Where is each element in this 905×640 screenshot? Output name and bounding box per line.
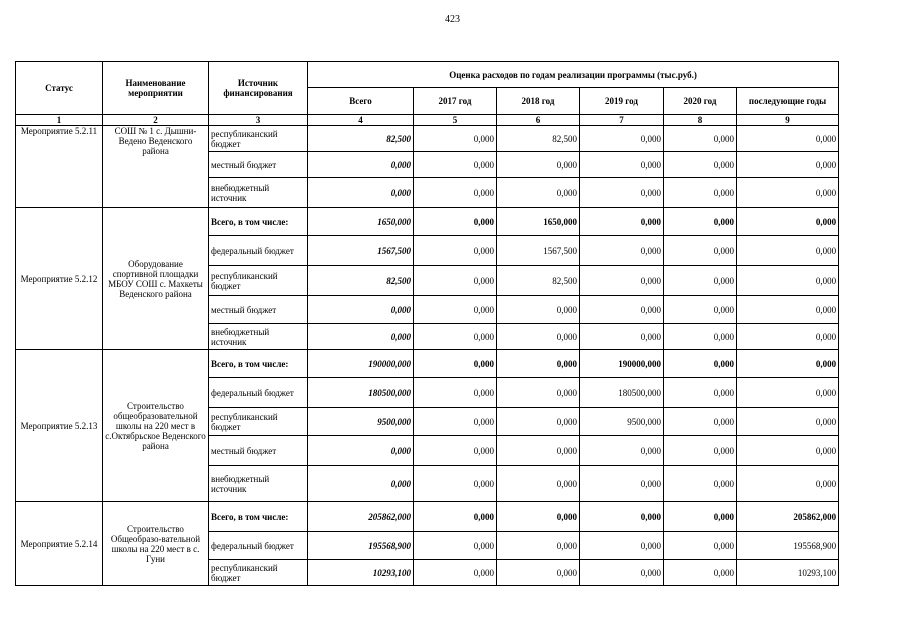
year-value: 0,000 [414, 236, 497, 266]
year-value: 0,000 [580, 466, 664, 502]
year-value: 0,000 [737, 178, 839, 208]
total-value: 9500,000 [308, 408, 414, 436]
year-value: 0,000 [414, 126, 497, 152]
column-number: 6 [497, 115, 580, 126]
total-value: 0,000 [308, 296, 414, 324]
total-value: 82,500 [308, 266, 414, 296]
year-value: 0,000 [664, 152, 737, 178]
funding-source: местный бюджет [209, 436, 308, 466]
funding-source: Всего, в том числе: [209, 350, 308, 378]
year-value: 0,000 [414, 296, 497, 324]
year-value: 0,000 [497, 296, 580, 324]
year-value: 82,500 [497, 126, 580, 152]
year-value: 0,000 [737, 408, 839, 436]
year-value: 0,000 [664, 266, 737, 296]
year-value: 0,000 [664, 236, 737, 266]
funding-source: внебюджетный источник [209, 178, 308, 208]
activity-status: Мероприятие 5.2.11 [16, 126, 103, 208]
year-value: 0,000 [414, 350, 497, 378]
funding-source: местный бюджет [209, 152, 308, 178]
table-body [16, 126, 839, 586]
year-value: 0,000 [737, 236, 839, 266]
year-value: 180500,000 [580, 378, 664, 408]
total-value: 1650,000 [308, 208, 414, 236]
year-value: 0,000 [414, 324, 497, 350]
column-number: 5 [414, 115, 497, 126]
column-number: 9 [737, 115, 839, 126]
year-value: 0,000 [414, 266, 497, 296]
activity-name: СОШ № 1 с. Дышни-Ведено Веденского района [103, 126, 209, 208]
column-number: 4 [308, 115, 414, 126]
year-value: 0,000 [497, 408, 580, 436]
funding-source: внебюджетный источник [209, 466, 308, 502]
budget-table [15, 61, 839, 586]
year-value: 0,000 [497, 532, 580, 560]
year-value: 0,000 [580, 502, 664, 532]
year-value: 0,000 [664, 126, 737, 152]
header-year: 2019 год [580, 88, 664, 115]
header-year: 2020 год [664, 88, 737, 115]
total-value: 195568,900 [308, 532, 414, 560]
total-value: 1567,500 [308, 236, 414, 266]
funding-source: Всего, в том числе: [209, 208, 308, 236]
year-value: 0,000 [414, 436, 497, 466]
year-value: 0,000 [580, 152, 664, 178]
year-value: 0,000 [414, 152, 497, 178]
funding-source: республиканский бюджет [209, 560, 308, 586]
year-value: 0,000 [580, 296, 664, 324]
year-value: 0,000 [580, 236, 664, 266]
activity-status: Мероприятие 5.2.12 [16, 208, 103, 350]
total-value: 190000,000 [308, 350, 414, 378]
funding-source: республиканский бюджет [209, 266, 308, 296]
year-value: 0,000 [664, 208, 737, 236]
year-value: 0,000 [497, 350, 580, 378]
funding-source: республиканский бюджет [209, 408, 308, 436]
year-value: 0,000 [580, 560, 664, 586]
year-value: 0,000 [580, 208, 664, 236]
year-value: 0,000 [497, 436, 580, 466]
year-value: 9500,000 [580, 408, 664, 436]
funding-source: федеральный бюджет [209, 378, 308, 408]
year-value: 0,000 [580, 266, 664, 296]
year-value: 0,000 [737, 296, 839, 324]
funding-source: федеральный бюджет [209, 532, 308, 560]
total-value: 0,000 [308, 324, 414, 350]
year-value: 0,000 [664, 466, 737, 502]
year-value: 195568,900 [737, 532, 839, 560]
total-value: 180500,000 [308, 378, 414, 408]
column-number: 1 [16, 115, 103, 126]
year-value: 0,000 [664, 436, 737, 466]
year-value: 0,000 [664, 178, 737, 208]
year-value: 0,000 [737, 466, 839, 502]
year-value: 0,000 [664, 560, 737, 586]
total-value: 0,000 [308, 466, 414, 502]
column-number: 8 [664, 115, 737, 126]
total-value: 0,000 [308, 436, 414, 466]
year-value: 0,000 [737, 350, 839, 378]
total-value: 205862,000 [308, 502, 414, 532]
year-value: 0,000 [737, 324, 839, 350]
year-value: 0,000 [664, 532, 737, 560]
year-value: 0,000 [580, 324, 664, 350]
column-number: 7 [580, 115, 664, 126]
funding-source: федеральный бюджет [209, 236, 308, 266]
year-value: 0,000 [580, 436, 664, 466]
header-year: 2017 год [414, 88, 497, 115]
total-value: 10293,100 [308, 560, 414, 586]
year-value: 190000,000 [580, 350, 664, 378]
year-value: 1567,500 [497, 236, 580, 266]
funding-source: внебюджетный источник [209, 324, 308, 350]
header-status: Статус [16, 62, 103, 115]
year-value: 0,000 [580, 178, 664, 208]
year-value: 0,000 [737, 152, 839, 178]
year-value: 0,000 [414, 560, 497, 586]
year-value: 0,000 [414, 408, 497, 436]
table-row [16, 208, 839, 236]
year-value: 0,000 [737, 378, 839, 408]
column-number: 3 [209, 115, 308, 126]
year-value: 0,000 [414, 208, 497, 236]
year-value: 0,000 [497, 378, 580, 408]
year-value: 0,000 [737, 208, 839, 236]
year-value: 0,000 [414, 532, 497, 560]
header-year: Всего [308, 88, 414, 115]
year-value: 0,000 [580, 126, 664, 152]
year-value: 0,000 [737, 436, 839, 466]
total-value: 82,500 [308, 126, 414, 152]
year-value: 0,000 [497, 560, 580, 586]
funding-source: местный бюджет [209, 296, 308, 324]
year-value: 10293,100 [737, 560, 839, 586]
year-value: 82,500 [497, 266, 580, 296]
activity-status: Мероприятие 5.2.14 [16, 502, 103, 586]
year-value: 0,000 [664, 502, 737, 532]
year-value: 0,000 [664, 378, 737, 408]
header-year: последующие годы [737, 88, 839, 115]
year-value: 0,000 [414, 178, 497, 208]
year-value: 0,000 [497, 502, 580, 532]
year-value: 0,000 [414, 378, 497, 408]
funding-source: республиканский бюджет [209, 126, 308, 152]
column-number: 2 [103, 115, 209, 126]
year-value: 0,000 [664, 324, 737, 350]
funding-source: Всего, в том числе: [209, 502, 308, 532]
activity-status: Мероприятие 5.2.13 [16, 350, 103, 502]
header-source: Источник финансирования [209, 62, 308, 115]
year-value: 0,000 [414, 466, 497, 502]
table-row [16, 502, 839, 532]
activity-name: Строительство Общеобразо-вательной школы на 220 мест в с. Гуни [103, 502, 209, 586]
year-value: 1650,000 [497, 208, 580, 236]
header-estimate: Оценка расходов по годам реализации программы (тыс.руб.) [308, 62, 839, 88]
activity-name: Оборудование спортивной площадки МБОУ СОШ с. Махкеты Веденского района [103, 208, 209, 350]
table-row [16, 126, 839, 152]
year-value: 0,000 [497, 324, 580, 350]
year-value: 0,000 [497, 152, 580, 178]
activity-name: Строительство общеобразовательной школы на 220 мест в с.Октябрьское Веденского района [103, 350, 209, 502]
year-value: 0,000 [580, 532, 664, 560]
year-value: 0,000 [737, 126, 839, 152]
year-value: 0,000 [664, 350, 737, 378]
year-value: 0,000 [497, 466, 580, 502]
total-value: 0,000 [308, 152, 414, 178]
year-value: 0,000 [664, 296, 737, 324]
year-value: 0,000 [414, 502, 497, 532]
year-value: 0,000 [737, 266, 839, 296]
header-year: 2018 год [497, 88, 580, 115]
table-row [16, 350, 839, 378]
total-value: 0,000 [308, 178, 414, 208]
page-number: 423 [445, 14, 460, 25]
year-value: 205862,000 [737, 502, 839, 532]
year-value: 0,000 [664, 408, 737, 436]
header-name: Наименование мероприятии [103, 62, 209, 115]
year-value: 0,000 [497, 178, 580, 208]
